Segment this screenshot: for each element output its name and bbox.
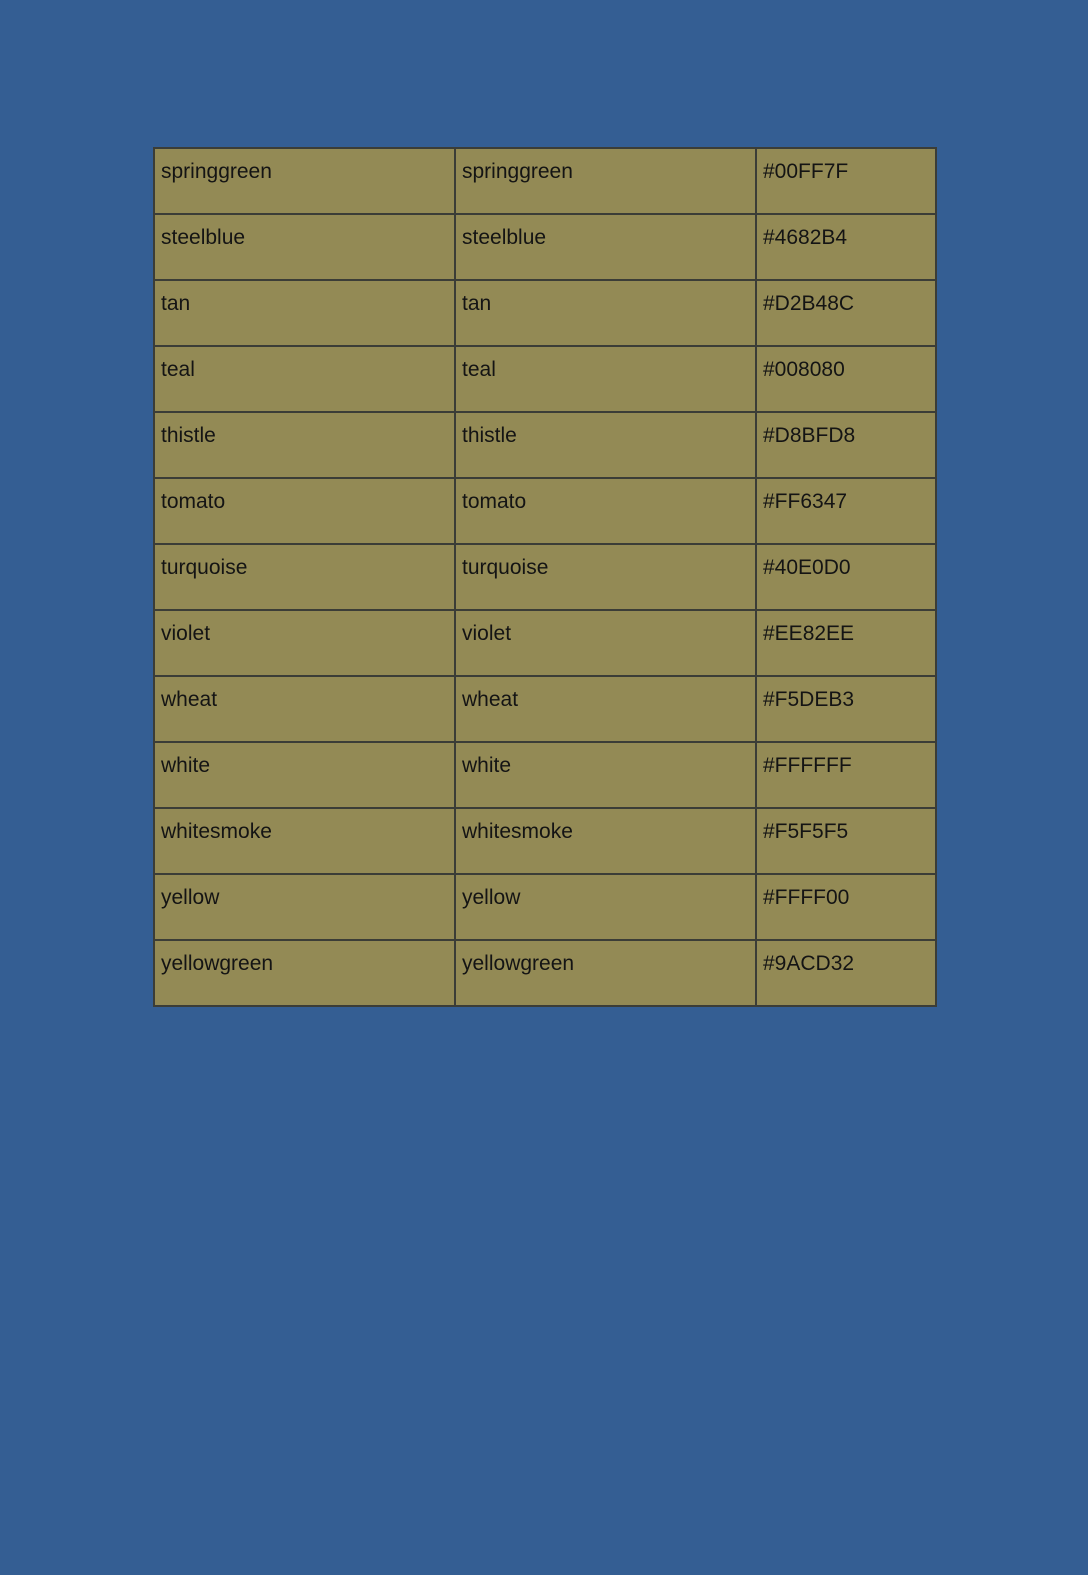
color-name-cell: teal: [154, 346, 455, 412]
color-name-cell: wheat: [154, 676, 455, 742]
table-row: [154, 874, 936, 940]
color-name-cell: white: [154, 742, 455, 808]
color-value-cell: turquoise: [455, 544, 756, 610]
color-value-cell: tomato: [455, 478, 756, 544]
color-table-body: [154, 148, 936, 1006]
color-hex-cell: #F5F5F5: [756, 808, 936, 874]
color-hex-cell: #008080: [756, 346, 936, 412]
color-hex-cell: #D8BFD8: [756, 412, 936, 478]
color-value-cell: white: [455, 742, 756, 808]
table-row: [154, 148, 936, 214]
color-name-cell: steelblue: [154, 214, 455, 280]
color-hex-cell: #FFFFFF: [756, 742, 936, 808]
color-hex-cell: #FFFF00: [756, 874, 936, 940]
color-hex-cell: #FF6347: [756, 478, 936, 544]
table-row: [154, 742, 936, 808]
color-value-cell: whitesmoke: [455, 808, 756, 874]
color-value-cell: yellowgreen: [455, 940, 756, 1006]
table-row: [154, 346, 936, 412]
color-value-cell: violet: [455, 610, 756, 676]
color-hex-cell: #F5DEB3: [756, 676, 936, 742]
color-name-cell: yellowgreen: [154, 940, 455, 1006]
color-value-cell: springgreen: [455, 148, 756, 214]
table-row: [154, 478, 936, 544]
color-name-cell: springgreen: [154, 148, 455, 214]
color-hex-cell: #00FF7F: [756, 148, 936, 214]
color-table: [153, 147, 937, 1007]
color-value-cell: teal: [455, 346, 756, 412]
color-hex-cell: #EE82EE: [756, 610, 936, 676]
color-value-cell: steelblue: [455, 214, 756, 280]
table-row: [154, 214, 936, 280]
color-name-cell: violet: [154, 610, 455, 676]
table-row: [154, 412, 936, 478]
table-row: [154, 544, 936, 610]
table-row: [154, 808, 936, 874]
color-value-cell: wheat: [455, 676, 756, 742]
color-hex-cell: #9ACD32: [756, 940, 936, 1006]
table-row: [154, 610, 936, 676]
table-row: [154, 940, 936, 1006]
color-value-cell: tan: [455, 280, 756, 346]
color-value-cell: thistle: [455, 412, 756, 478]
color-hex-cell: #4682B4: [756, 214, 936, 280]
color-value-cell: yellow: [455, 874, 756, 940]
color-hex-cell: #40E0D0: [756, 544, 936, 610]
table-row: [154, 280, 936, 346]
color-name-cell: whitesmoke: [154, 808, 455, 874]
color-name-cell: thistle: [154, 412, 455, 478]
color-name-cell: tomato: [154, 478, 455, 544]
table-row: [154, 676, 936, 742]
color-hex-cell: #D2B48C: [756, 280, 936, 346]
color-name-cell: yellow: [154, 874, 455, 940]
color-name-cell: turquoise: [154, 544, 455, 610]
color-name-cell: tan: [154, 280, 455, 346]
